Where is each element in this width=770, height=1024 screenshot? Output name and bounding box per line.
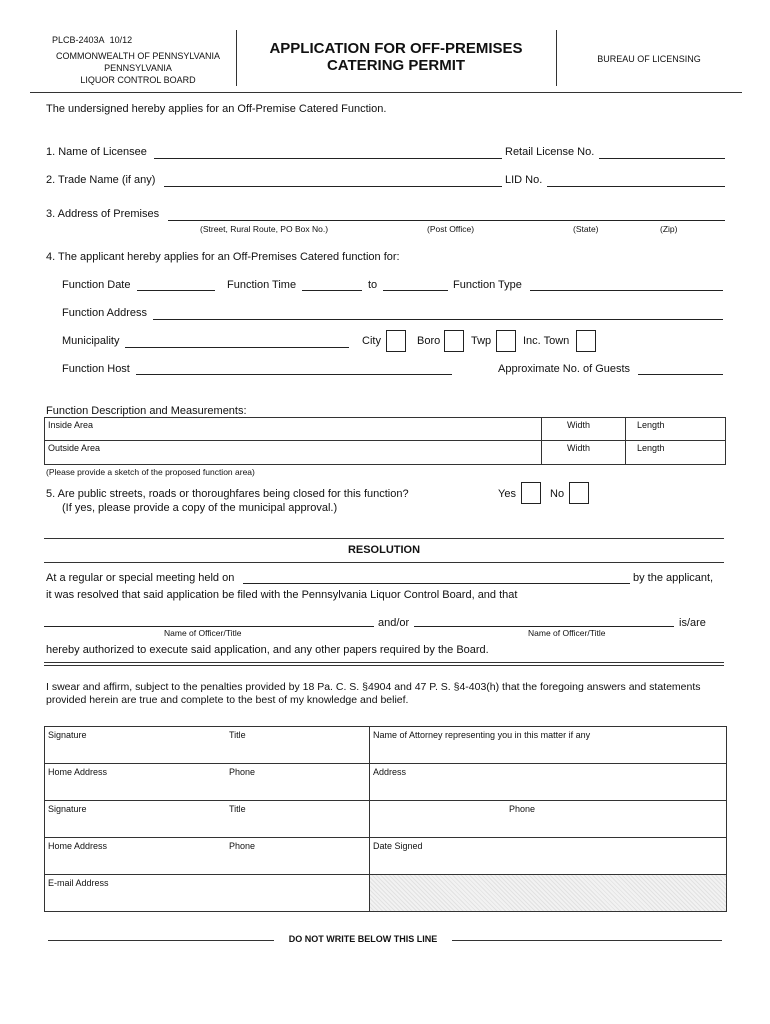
city-label: City [362,335,381,347]
function-host-field[interactable] [136,374,452,375]
oath-text [46,681,701,707]
form-id: PLCB-2403A 10/12 [52,35,133,45]
lid-field[interactable] [547,186,725,187]
outside-width-label: Width [567,443,591,453]
boro-checkbox[interactable] [444,330,464,352]
title-1-label[interactable]: Title [229,730,246,740]
officer-2-field[interactable] [414,626,674,627]
attorney-address-label[interactable]: Address [373,767,407,777]
yes-label: Yes [498,488,516,500]
officer-1-sublabel: Name of Officer/Title [164,628,242,638]
trade-name-field[interactable] [164,186,502,187]
officer-1-field[interactable] [44,626,374,627]
inc-town-checkbox[interactable] [576,330,596,352]
guests-field[interactable] [638,374,723,375]
sketch-note: (Please provide a sketch of the proposed function area) [46,467,255,477]
resolution-rule-bottom [44,562,724,563]
agency-line-2: PENNSYLVANIA [104,63,172,73]
function-date-label: Function Date [62,279,131,291]
meeting-date-field[interactable] [243,583,630,584]
q4-label: 4. The applicant hereby applies for an Off-Premises Catered function for: [46,251,400,263]
footer-rule-right [452,940,722,941]
attorney-name-label[interactable]: Name of Attorney representing you in this matter if any [373,730,591,740]
q3-label: 3. Address of Premises [46,208,160,220]
do-not-write-label: DO NOT WRITE BELOW THIS LINE [288,934,438,944]
home-address-1-label[interactable]: Home Address [48,767,108,777]
outside-area-label: Outside Area [48,443,101,453]
zip-sublabel: (Zip) [660,224,678,234]
to-label: to [368,279,378,291]
bureau-label: BUREAU OF LICENSING [597,54,701,64]
function-time-end-field[interactable] [383,290,448,291]
function-time-label: Function Time [227,279,297,291]
municipality-field[interactable] [125,347,349,348]
signature-2-label[interactable]: Signature [48,804,87,814]
andor-label: and/or [378,617,410,629]
resolution-rule-top [44,538,724,539]
no-label: No [550,488,565,500]
inc-town-label: Inc. Town [523,335,570,347]
intro-text: The undersigned hereby applies for an Off-Premise Catered Function. [46,103,387,115]
measurements-table [44,417,726,465]
resolution-line-2: it was resolved that said application be filed with the Pennsylvania Liquor Control Board, and that [46,589,518,601]
city-checkbox[interactable] [386,330,406,352]
resolution-line-4: hereby authorized to execute said application, and any other papers required by the Board. [46,644,489,656]
retail-license-field[interactable] [599,158,725,159]
signature-table [44,726,727,912]
inside-width-label: Width [567,420,591,430]
function-address-label: Function Address [62,307,147,319]
oath-rule-1 [44,662,724,663]
outside-length-label: Length [637,443,665,453]
guests-label: Approximate No. of Guests [498,363,631,375]
lid-label: LID No. [505,174,543,186]
q1-label: 1. Name of Licensee [46,146,147,158]
q5-line-1: 5. Are public streets, roads or thoroughfares being closed for this function? [46,488,409,500]
function-type-field[interactable] [530,290,723,291]
inside-area-label: Inside Area [48,420,94,430]
twp-checkbox[interactable] [496,330,516,352]
post-office-sublabel: (Post Office) [427,224,475,234]
header-rule [30,92,742,93]
resolution-line-1-start: At a regular or special meeting held on [46,572,235,584]
municipality-label: Municipality [62,335,120,347]
page-title: APPLICATION FOR OFF-PREMISES CATERING PERMIT [269,40,523,74]
resolution-line-1-end: by the applicant, [633,572,714,584]
isare-label: is/are [679,617,706,629]
footer-rule-left [48,940,274,941]
phone-1-label[interactable]: Phone [229,767,256,777]
resolution-heading: RESOLUTION [347,544,421,556]
agency-line-1: COMMONWEALTH OF PENNSYLVANIA [55,51,221,61]
state-sublabel: (State) [573,224,599,234]
function-time-start-field[interactable] [302,290,362,291]
agency-block [40,50,236,86]
function-type-label: Function Type [453,279,522,291]
premises-address-field[interactable] [168,220,725,221]
oath-rule-2 [44,665,724,666]
gray-shaded-cell [369,874,726,911]
attorney-phone-label[interactable]: Phone [509,804,536,814]
retail-license-label: Retail License No. [505,146,595,158]
function-host-label: Function Host [62,363,130,375]
phone-2-label[interactable]: Phone [229,841,256,851]
inside-length-label: Length [637,420,665,430]
twp-label: Twp [471,335,492,347]
function-address-field[interactable] [153,319,723,320]
title-2-label[interactable]: Title [229,804,246,814]
agency-line-3: LIQUOR CONTROL BOARD [80,75,196,85]
oath-line-2: provided herein are true and complete to the best of my knowledge and belief. [46,694,409,706]
licensee-name-field[interactable] [154,158,502,159]
email-address-label[interactable]: E-mail Address [48,878,109,888]
boro-label: Boro [417,335,441,347]
function-date-field[interactable] [137,290,215,291]
q5-line-2: (If yes, please provide a copy of the municipal approval.) [62,502,338,514]
signature-1-label[interactable]: Signature [48,730,87,740]
measurements-heading: Function Description and Measurements: [46,405,247,417]
date-signed-label[interactable]: Date Signed [373,841,423,851]
home-address-2-label[interactable]: Home Address [48,841,108,851]
yes-checkbox[interactable] [521,482,541,504]
oath-line-1: I swear and affirm, subject to the penalties provided by 18 Pa. C. S. §4904 and 47 P. S. §4-403(h) that the foregoing answers and statements [46,681,701,693]
no-checkbox[interactable] [569,482,589,504]
street-sublabel: (Street, Rural Route, PO Box No.) [200,224,329,234]
q2-label: 2. Trade Name (if any) [46,174,156,186]
officer-2-sublabel: Name of Officer/Title [528,628,606,638]
